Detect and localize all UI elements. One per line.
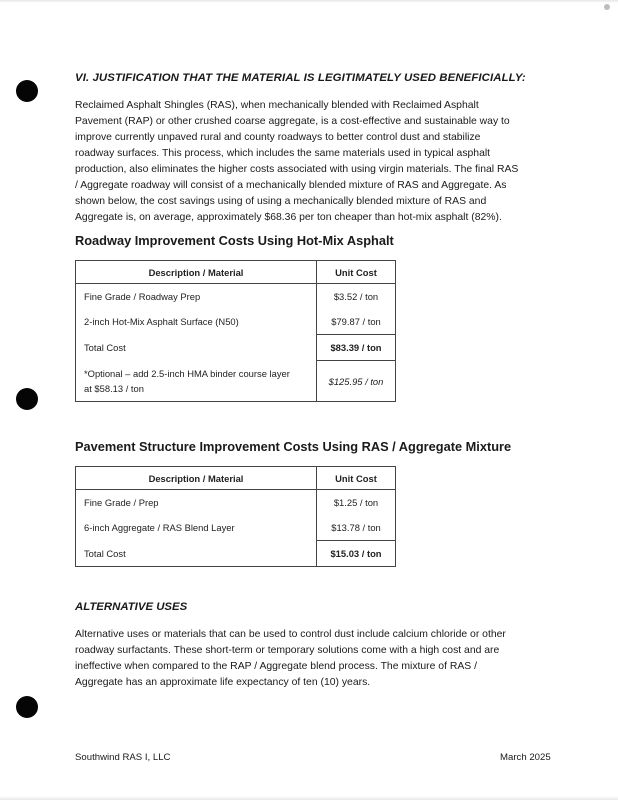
text-line: roadway surfactants. These short-term or temporary solutions come with a high cost and are	[75, 645, 500, 656]
row-description: Total Cost	[76, 335, 317, 361]
punch-hole-middle	[16, 388, 38, 410]
hma-table-title: Roadway Improvement Costs Using Hot-Mix Asphalt	[75, 233, 394, 248]
table-row	[76, 515, 396, 541]
scan-edge-top	[0, 0, 618, 3]
column-header-description: Description / Material	[76, 261, 317, 284]
punch-hole-top	[16, 80, 38, 102]
row-unit-cost: $13.78 / ton	[317, 515, 396, 541]
text-line: Aggregate has an approximate life expectancy of ten (10) years.	[75, 677, 371, 688]
text-line: ineffective when compared to the RAP / Aggregate blend process. The mixture of RAS /	[75, 661, 477, 672]
text-line: at $58.13 / ton	[84, 382, 144, 394]
text-line: improve currently unpaved rural and county roadways to better control dust and stabilize	[75, 132, 481, 143]
scan-speck	[604, 4, 610, 10]
row-description: 6-inch Aggregate / RAS Blend Layer	[76, 515, 317, 541]
row-unit-cost: $3.52 / ton	[317, 284, 396, 310]
row-unit-cost-total: $15.03 / ton	[317, 541, 396, 567]
column-header-description: Description / Material	[76, 467, 317, 490]
row-description: Total Cost	[76, 541, 317, 567]
ras-table-title: Pavement Structure Improvement Costs Using RAS / Aggregate Mixture	[75, 439, 512, 454]
row-description: 2-inch Hot-Mix Asphalt Surface (N50)	[76, 309, 317, 335]
alternative-uses-paragraph	[75, 627, 555, 691]
text-line: production, also eliminates the higher costs associated with using virgin materials. The final RAS	[75, 164, 519, 175]
table-row	[76, 490, 396, 516]
table-row	[76, 309, 396, 335]
table-row-optional	[76, 361, 396, 402]
table-row	[76, 284, 396, 310]
table-row-total	[76, 335, 396, 361]
footer-date: March 2025	[500, 752, 551, 763]
text-line: Aggregate is, on average, approximately $68.36 per ton cheaper than hot-mix asphalt (82%).	[75, 212, 502, 223]
text-line: Pavement (RAP) or other crushed coarse aggregate, is a cost-effective and sustainable way to	[75, 116, 510, 127]
text-line: shown below, the cost savings using of using a mechanically blended mixture of RAS and	[75, 196, 487, 207]
column-header-unit-cost: Unit Cost	[317, 467, 396, 490]
punch-hole-bottom	[16, 696, 38, 718]
column-header-unit-cost: Unit Cost	[317, 261, 396, 284]
table-header-row	[76, 467, 396, 490]
table-header-row	[76, 261, 396, 284]
text-line: Reclaimed Asphalt Shingles (RAS), when mechanically blended with Reclaimed Asphalt	[75, 100, 479, 111]
row-unit-cost: $79.87 / ton	[317, 309, 396, 335]
hma-cost-table	[75, 260, 396, 402]
row-description	[76, 361, 317, 402]
footer-company: Southwind RAS I, LLC	[75, 752, 171, 763]
text-line: roadway surfaces. This process, which includes the same materials used in typical asphalt	[75, 148, 491, 159]
intro-paragraph	[75, 98, 555, 226]
scan-edge-bottom	[0, 796, 618, 800]
section-heading: VI. JUSTIFICATION THAT THE MATERIAL IS LEGITIMATELY USED BENEFICIALLY:	[75, 72, 526, 84]
text-line: *Optional – add 2.5-inch HMA binder course layer	[84, 367, 290, 379]
row-description: Fine Grade / Prep	[76, 490, 317, 516]
table-row-total	[76, 541, 396, 567]
row-description: Fine Grade / Roadway Prep	[76, 284, 317, 310]
row-unit-cost-optional: $125.95 / ton	[317, 361, 396, 402]
row-unit-cost: $1.25 / ton	[317, 490, 396, 516]
row-unit-cost-total: $83.39 / ton	[317, 335, 396, 361]
ras-cost-table	[75, 466, 396, 567]
alternative-uses-heading: ALTERNATIVE USES	[75, 601, 188, 613]
text-line: Alternative uses or materials that can be used to control dust include calcium chloride or other	[75, 629, 506, 640]
text-line: / Aggregate roadway will consist of a mechanically blended mixture of RAS and Aggregate. As	[75, 180, 507, 191]
